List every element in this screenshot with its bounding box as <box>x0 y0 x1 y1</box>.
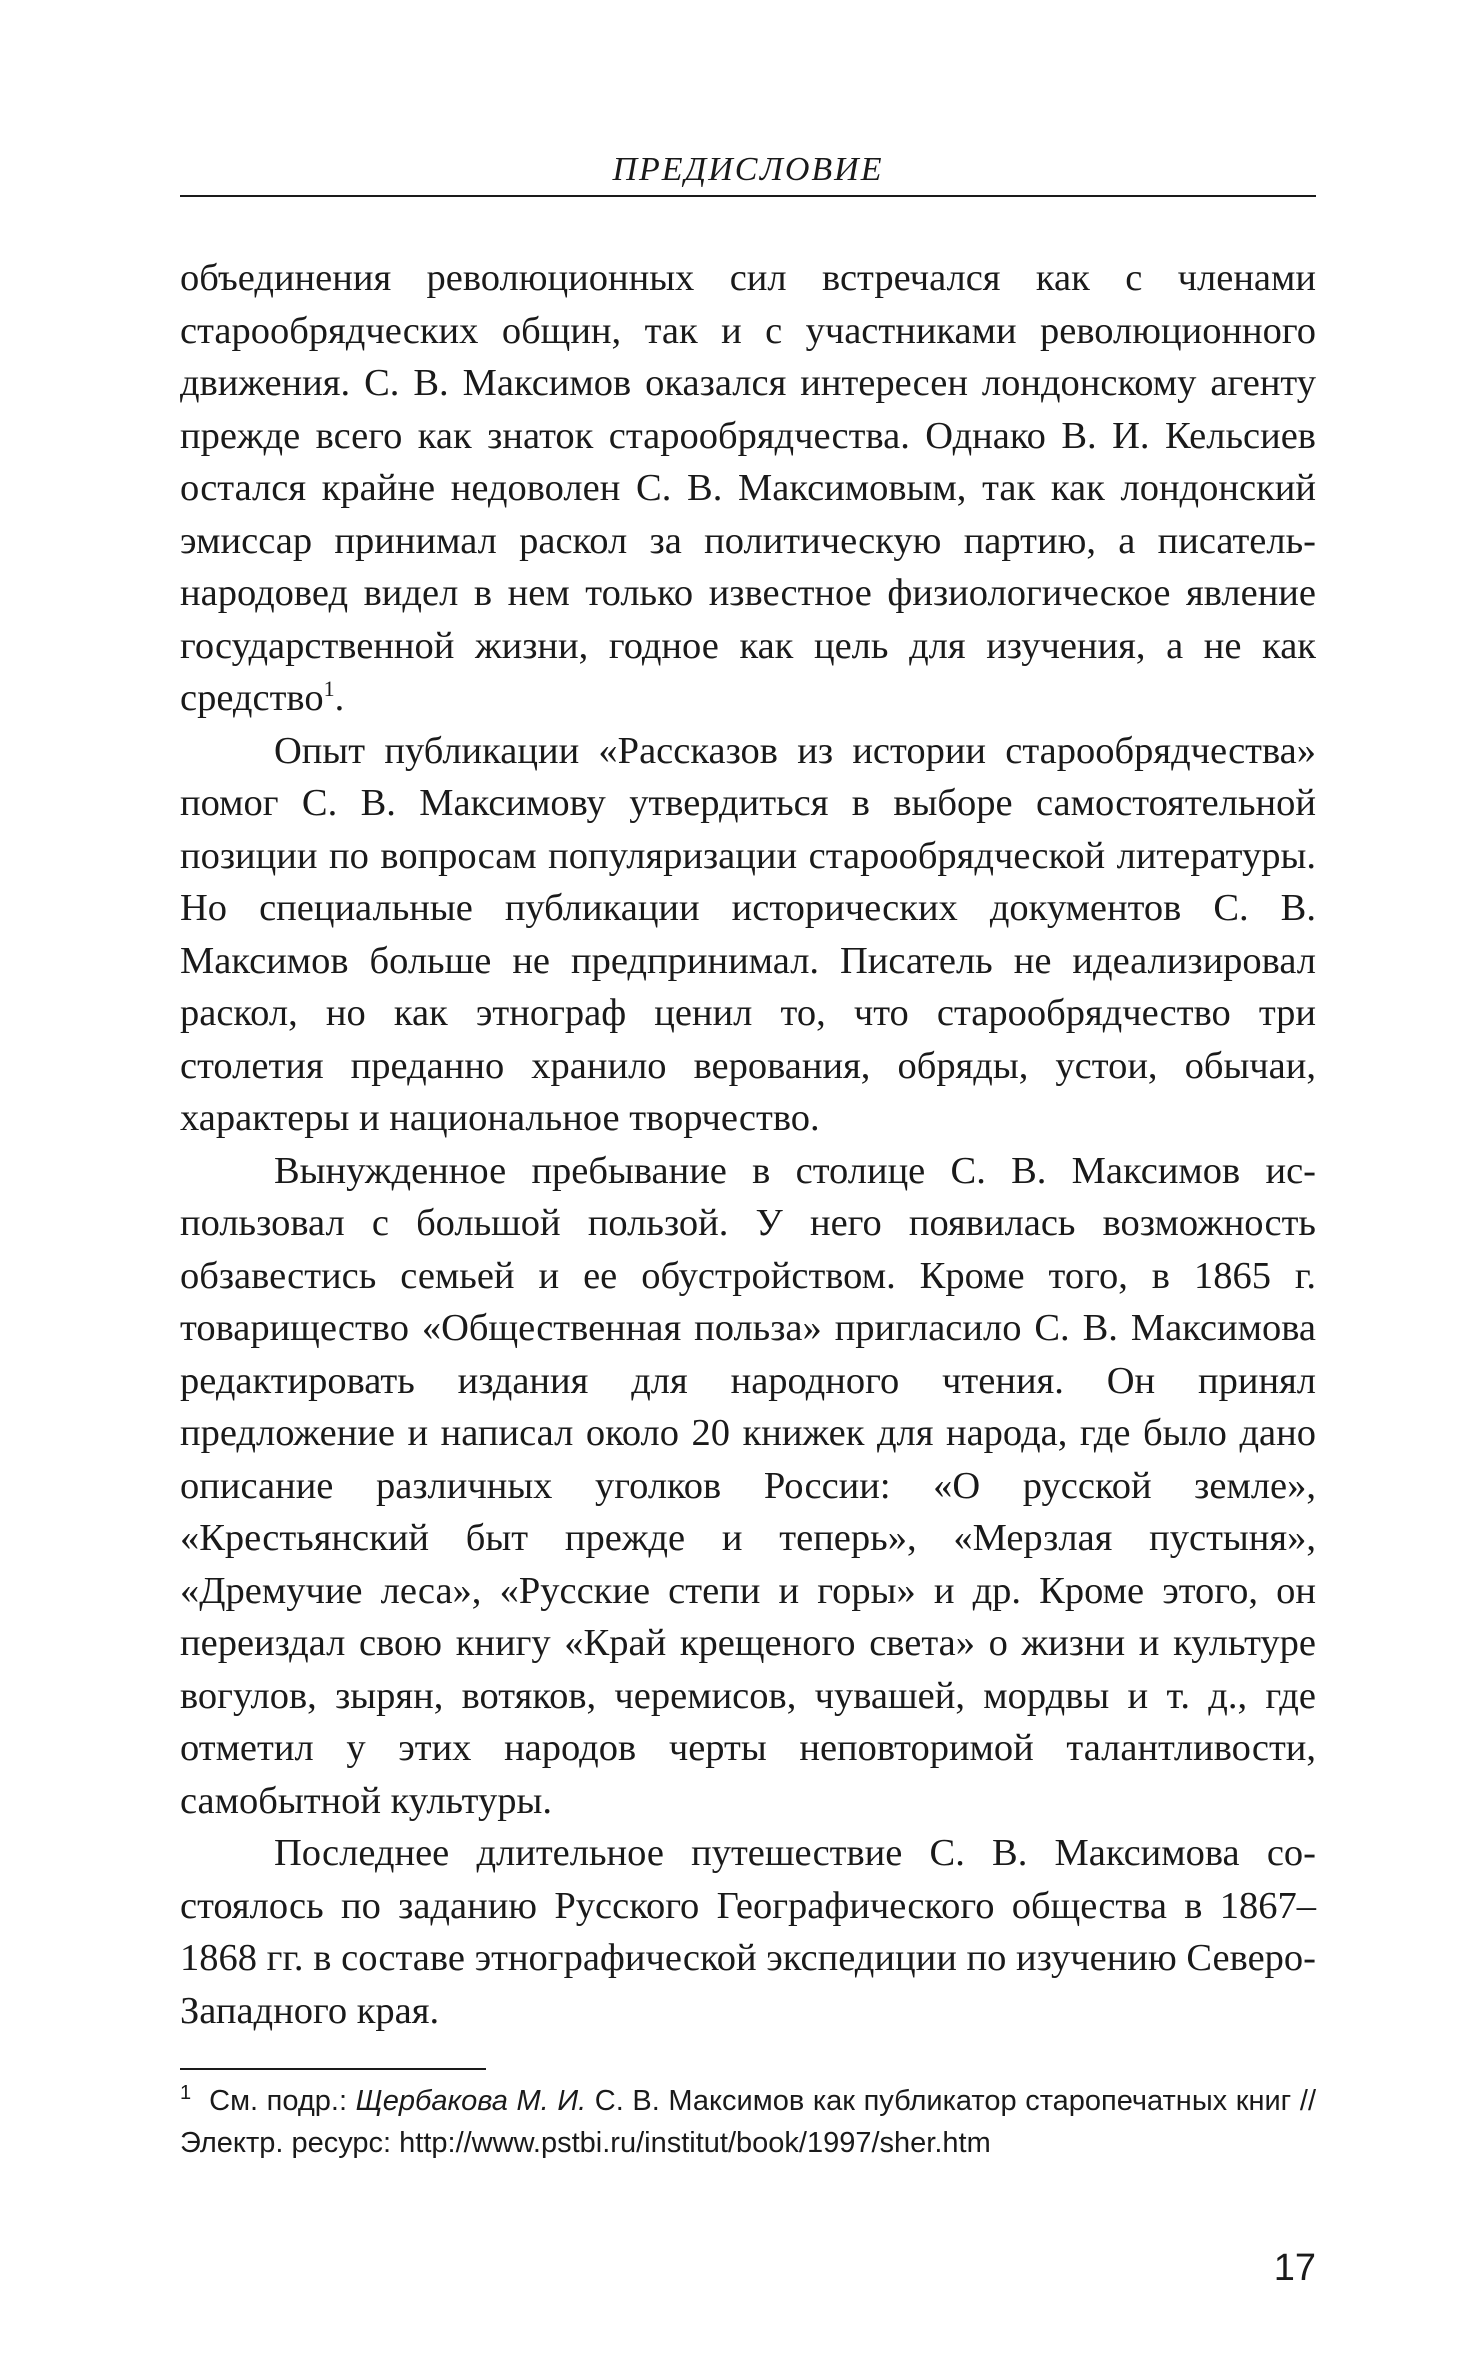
running-head: ПРЕДИСЛОВИЕ <box>612 151 884 188</box>
header-rule <box>180 195 1316 197</box>
paragraph-3: Вынужденное пребывание в столице С. В. Максимов использовал с большой пользой. У него появилась возможность обзавестись семьей и ее обустройством. Кроме того, в 1865 г. товарищество «Общественная польза» пригласило С. В. Максимова редактировать издания для народного чтения. Он принял предложение и написал около 20 книжек для народа, где было дано описание различных уголков России: «О русской земле», «Крестьянский быт прежде и теперь», «Мерзлая пустыня», «Дремучие леса», «Русские степи и горы» и др. Кроме этого, он переиздал свою книгу «Край крещеного света» о жизни и культуре вогулов, зырян, вотяков, черемисов, чувашей, мордвы и т. д., где отметил у этих народов черты неповторимой талантливости, самобытной культуры. <box>180 1149 1316 1822</box>
paragraph-1-tail: . <box>334 677 345 719</box>
footnote-lead: См. подр.: <box>209 2085 356 2117</box>
footnote-text: С. В. Максимов как публикатор старопечатных книг // Электр. ресурс: http://www.pstbi.ru/institut/book/1997/sher.htm <box>180 2085 1316 2159</box>
page-number: 17 <box>1273 2247 1316 2289</box>
footnote-reference[interactable]: 1 <box>323 676 335 702</box>
paragraph-4: Последнее длительное путешествие С. В. Максимова состоялось по заданию Русского Географического общества в 1867–1868 гг. в составе этнографической экспедиции по изучению Северо-Западного края. <box>180 1832 1316 2032</box>
paragraph-1-text: объединения революционных сил встречался как с членами старообрядческих общин, так и с участниками революционного движения. С. В. Максимов оказался интересен лондонскому агенту прежде всего как знаток старообрядчества. Однако В. И. Кельсиев остался крайне недоволен С. В. Максимовым, так как лондонский эмиссар принимал раскол за политическую партию, а писатель-народовед видел в нем только известное физиологическое явление государственной жизни, годное как цель для изучения, а не как средство <box>180 257 1316 719</box>
footnote <box>180 2080 1316 2164</box>
footnote-rule <box>180 2068 486 2070</box>
footnote-mark: 1 <box>180 2082 192 2105</box>
main-text <box>180 252 1316 2037</box>
paragraph-2: Опыт публикации «Рассказов из истории старообрядчества» помог С. В. Максимову утвердиться в выборе самостоятельной позиции по вопросам популяризации старообрядческой литературы. Но специальные публикации исторических документов С. В. Максимов больше не предпринимал. Писатель не идеализировал раскол, но как этнограф ценил то, что старообрядчество три столетия преданно хранило верования, обряды, устои, обычаи, характеры и национальное творчество. <box>180 729 1316 1139</box>
footnote-author: Щербакова М. И. <box>355 2085 587 2117</box>
paragraph-1 <box>180 252 1316 725</box>
